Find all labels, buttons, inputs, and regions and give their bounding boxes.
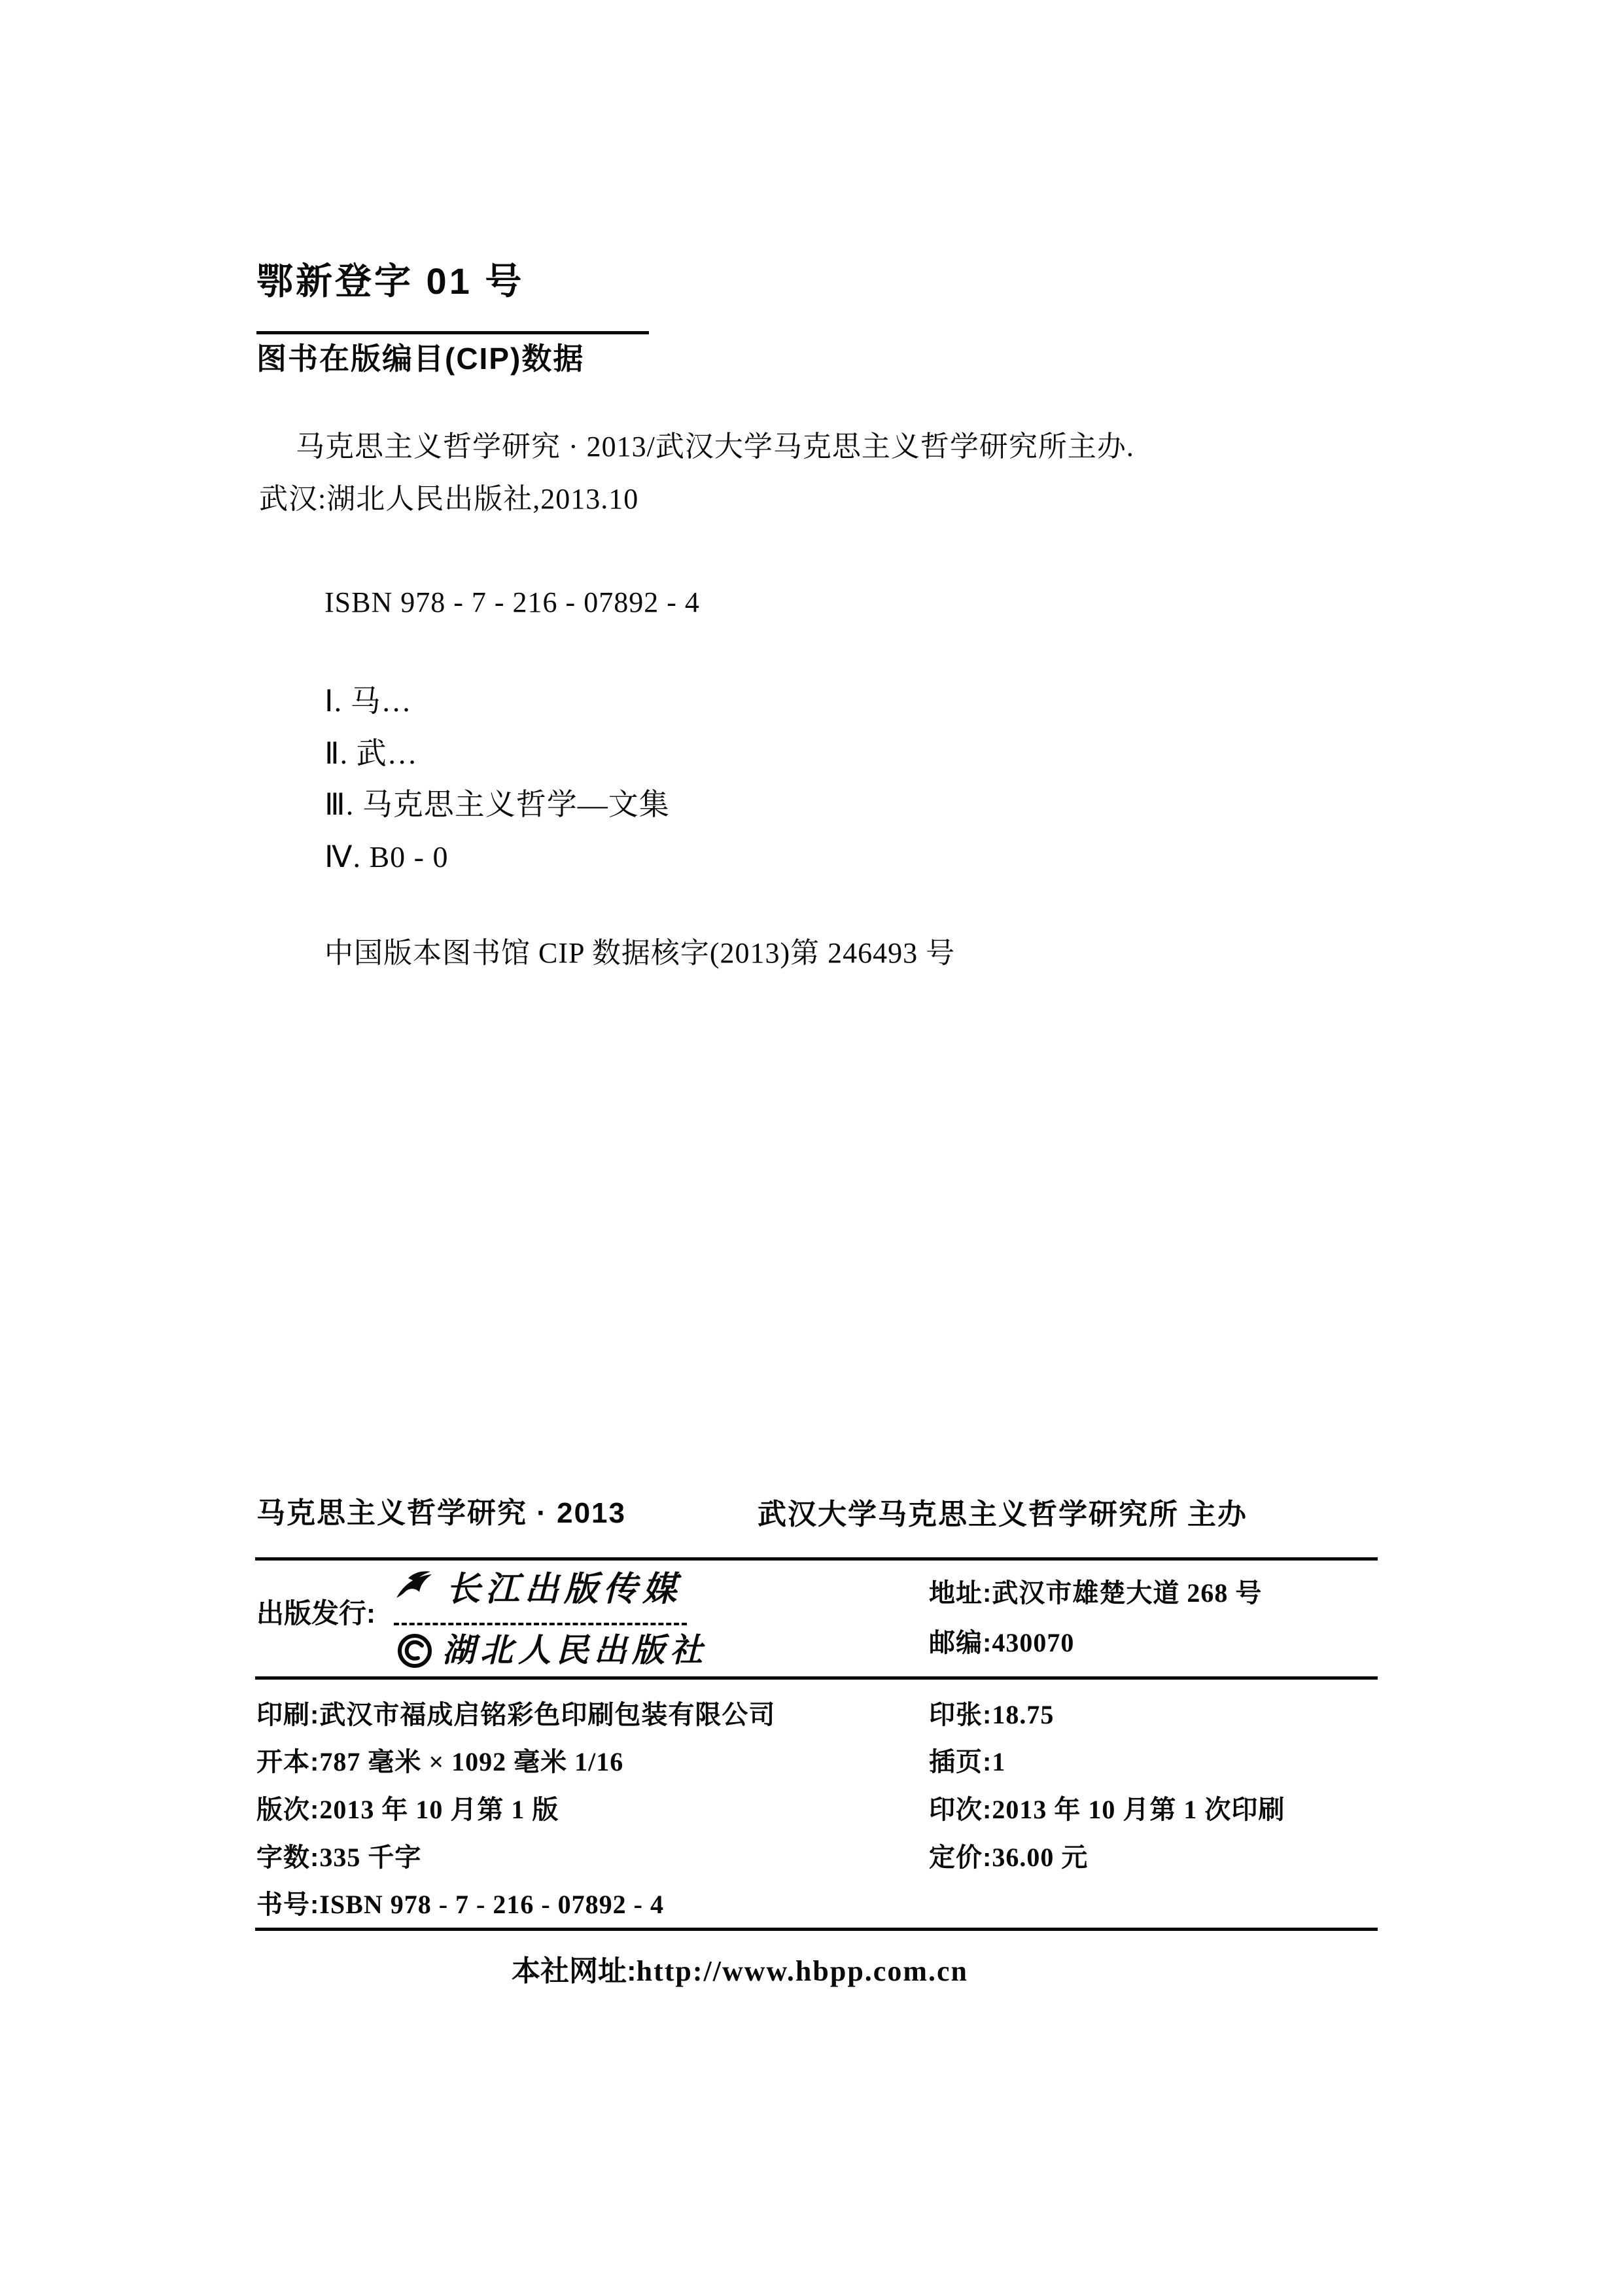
field-value: 787 毫米 × 1092 毫米 1/16: [319, 1747, 624, 1776]
word-count-row: [256, 1843, 421, 1873]
field-value: 1: [992, 1747, 1006, 1776]
publisher-label: 出版发行:: [256, 1598, 375, 1629]
printing-row: [929, 1795, 1285, 1825]
field-label: 字数:: [256, 1843, 320, 1872]
publisher-group-name: 长江出版传媒: [446, 1571, 682, 1609]
field-value: 335 千字: [319, 1843, 422, 1872]
field-value: 2013 年 10 月第 1 版: [319, 1795, 559, 1824]
address-value: 武汉市雄楚大道 268 号: [992, 1578, 1263, 1608]
edition-row: [256, 1795, 559, 1825]
organizer: 武汉大学马克思主义哲学研究所 主办: [758, 1498, 1248, 1530]
field-label: 印刷:: [256, 1701, 320, 1729]
inserts-row: [929, 1747, 1005, 1777]
cip-heading: 图书在版编目(CIP)数据: [256, 342, 585, 376]
address-label: 地址:: [929, 1579, 992, 1608]
field-value: 武汉市福成启铭彩色印刷包装有限公司: [319, 1700, 776, 1729]
field-value: ISBN 978 - 7 - 216 - 07892 - 4: [319, 1890, 664, 1919]
postcode-value: 430070: [992, 1628, 1075, 1657]
website-label: 本社网址:: [512, 1955, 637, 1987]
field-value: 18.75: [992, 1700, 1055, 1729]
website-url: http://www.hbpp.com.cn: [636, 1955, 968, 1987]
hubei-press-round-logo-icon: [396, 1633, 433, 1669]
sheets-row: [929, 1700, 1054, 1730]
field-label: 印次:: [929, 1795, 992, 1824]
price-row: [929, 1843, 1088, 1873]
table-rule-top: [255, 1557, 1378, 1561]
print-house-row: [256, 1700, 775, 1730]
field-label: 插页:: [929, 1748, 992, 1776]
cip-classification-item: Ⅳ. B0 - 0: [324, 840, 449, 874]
registration-number: 鄂新登字 01 号: [256, 260, 525, 302]
cip-description-line2: 武汉:湖北人民出版社,2013.10: [259, 483, 639, 515]
table-rule-bottom: [255, 1928, 1378, 1931]
format-row: [256, 1747, 623, 1777]
field-value: 2013 年 10 月第 1 次印刷: [992, 1795, 1285, 1824]
registration-underline: [256, 331, 649, 334]
publisher-logo-divider: [394, 1623, 687, 1625]
isbn-line: ISBN 978 - 7 - 216 - 07892 - 4: [324, 586, 700, 618]
field-value: 36.00 元: [992, 1843, 1089, 1872]
field-label: 印张:: [929, 1701, 992, 1729]
cip-classification-item: Ⅰ. 马…: [324, 684, 412, 718]
field-label: 定价:: [929, 1843, 992, 1872]
address-row: [929, 1578, 1262, 1608]
field-label: 开本:: [256, 1748, 320, 1776]
cip-classification-item: Ⅱ. 武…: [324, 737, 418, 770]
publisher-press-name: 湖北人民出版社: [442, 1632, 708, 1669]
table-rule-middle: [255, 1676, 1378, 1680]
changjiang-media-bird-logo-icon: [394, 1570, 437, 1610]
postcode-row: [929, 1628, 1074, 1658]
field-label: 版次:: [256, 1795, 320, 1824]
postcode-label: 邮编:: [929, 1629, 992, 1657]
cip-classification-item: Ⅲ. 马克思主义哲学—文集: [324, 788, 670, 821]
series-title: 马克思主义哲学研究 · 2013: [256, 1497, 626, 1529]
website-line: [512, 1955, 968, 1988]
cip-record-number: 中国版本图书馆 CIP 数据核字(2013)第 246493 号: [324, 937, 956, 969]
cip-description-line1: 马克思主义哲学研究 · 2013/武汉大学马克思主义哲学研究所主办.: [296, 431, 1134, 463]
field-label: 书号:: [256, 1890, 320, 1919]
publisher-group-logo-row: [394, 1570, 682, 1610]
publisher-press-logo-row: [396, 1632, 708, 1670]
book-number-row: [256, 1890, 664, 1920]
